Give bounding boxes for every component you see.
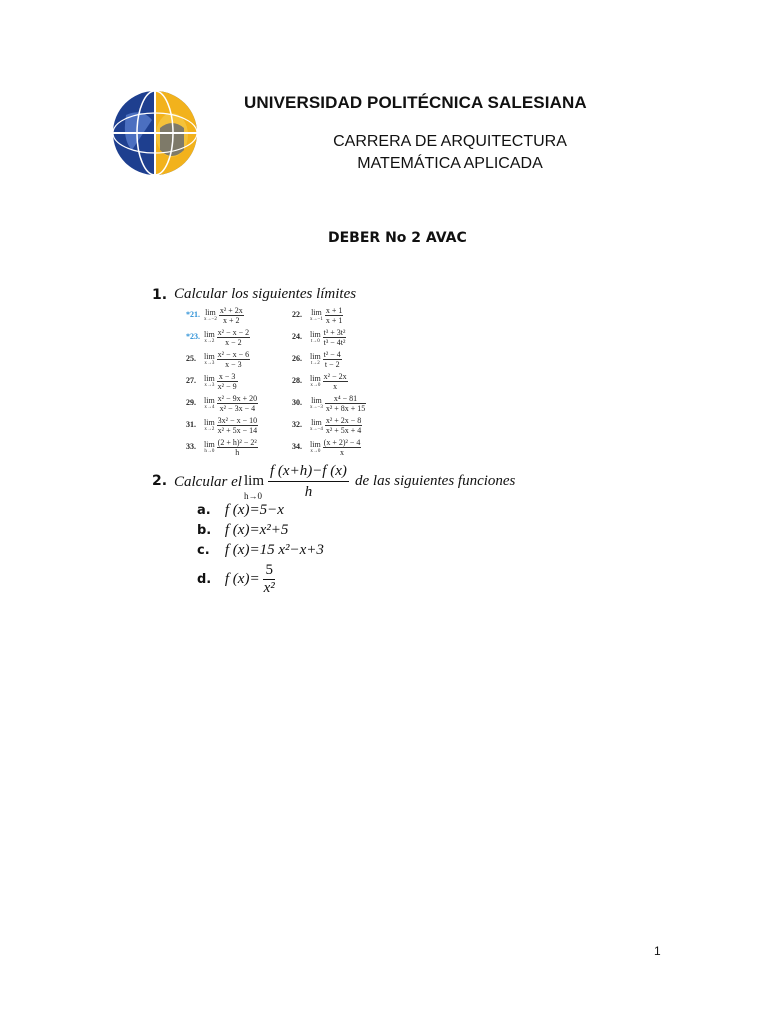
exercise-limit-subscript: x→0 xyxy=(310,382,321,388)
question-1 xyxy=(152,286,357,304)
exercise-fraction xyxy=(217,328,250,347)
exercise-limit-subscript: x→−1 xyxy=(310,316,323,322)
exercise-limit: lim t→0 xyxy=(310,329,321,344)
exercise-item xyxy=(292,350,342,369)
function-expression: f (x)=5−x xyxy=(224,502,284,518)
exercise-numerator: t² − 4 xyxy=(323,350,341,359)
assignment-title: DEBER No 2 AVAC xyxy=(328,230,467,246)
exercise-fraction xyxy=(325,394,366,413)
exercise-limit: lim x→−3 xyxy=(310,395,323,410)
exercise-limit: lim x→0 xyxy=(310,439,321,454)
exercise-fraction xyxy=(217,416,258,435)
exercise-denominator: x² + 8x + 15 xyxy=(325,404,366,413)
exercise-numerator: x − 3 xyxy=(217,372,238,382)
exercise-fraction xyxy=(323,328,347,347)
career-heading xyxy=(300,131,600,175)
function-item-d xyxy=(197,562,275,597)
exercise-denominator: x² − 9 xyxy=(217,382,237,391)
exercise-number: 31. xyxy=(186,420,196,430)
question-1-text: Calcular los siguientes límites xyxy=(174,286,357,302)
exercise-item xyxy=(186,306,244,325)
exercise-fraction xyxy=(217,438,258,457)
exercise-limit-subscript: x→3 xyxy=(204,360,215,366)
exercise-item xyxy=(186,372,238,391)
exercise-limit-subscript: x→0 xyxy=(310,448,321,454)
exercise-limit: lim h→0 xyxy=(204,439,215,454)
exercise-item xyxy=(186,350,250,369)
exercise-number: 32. xyxy=(292,420,302,430)
exercise-limit-subscript: x→−3 xyxy=(310,404,323,410)
limit-operator: lim xyxy=(244,473,265,489)
exercise-limit: lim x→−4 xyxy=(310,417,323,432)
exercise-fraction xyxy=(325,416,362,435)
exercise-denominator: x² − 3x − 4 xyxy=(219,404,256,413)
function-fraction-denominator: x² xyxy=(263,580,275,596)
university-name: UNIVERSIDAD POLITÉCNICA SALESIANA xyxy=(244,93,587,112)
career-name: CARRERA DE ARQUITECTURA xyxy=(333,133,567,150)
exercise-denominator: x + 2 xyxy=(223,316,240,325)
difference-quotient-denominator: h xyxy=(304,484,313,500)
exercise-number: *23. xyxy=(186,332,200,342)
function-expression-lhs: f (x)= xyxy=(224,571,260,587)
university-logo xyxy=(112,90,198,176)
exercise-limit-subscript: x→4 xyxy=(204,404,215,410)
exercise-numerator: 3x² − x − 10 xyxy=(217,416,258,425)
exercise-fraction xyxy=(323,372,348,391)
exercise-fraction xyxy=(323,438,362,457)
page-number: 1 xyxy=(654,944,661,958)
exercise-denominator: x² + 5x − 14 xyxy=(217,426,258,435)
function-label: d. xyxy=(197,572,212,587)
exercise-number: 34. xyxy=(292,442,302,452)
function-item-a xyxy=(197,501,284,519)
function-fraction xyxy=(263,562,275,597)
function-item-c xyxy=(197,541,324,559)
question-2-trail: de las siguientes funciones xyxy=(355,473,516,489)
exercise-item xyxy=(292,438,361,457)
exercise-limit: lim x→3 xyxy=(204,351,215,366)
exercise-numerator: (x + 2)² − 4 xyxy=(323,438,361,447)
exercise-limit-subscript: h→0 xyxy=(204,448,215,454)
exercises-grid xyxy=(186,306,386,462)
exercise-item xyxy=(186,438,258,457)
exercise-limit: lim x→2 xyxy=(204,329,215,344)
exercise-item xyxy=(186,394,258,413)
exercise-number: 30. xyxy=(292,398,302,408)
exercise-denominator: t − 2 xyxy=(324,360,340,369)
exercise-denominator: x² + 5x + 4 xyxy=(325,426,362,435)
exercise-numerator: x² + 2x − 8 xyxy=(325,416,362,425)
exercise-fraction xyxy=(217,350,250,369)
function-item-b xyxy=(197,521,288,539)
exercise-limit: lim x→4 xyxy=(204,395,215,410)
function-label: c. xyxy=(197,543,210,558)
question-2 xyxy=(152,472,242,490)
exercise-item xyxy=(292,306,343,325)
function-fraction-numerator: 5 xyxy=(265,562,273,578)
exercise-numerator: (2 + h)² − 2² xyxy=(217,438,257,447)
question-2-lead: Calcular el xyxy=(174,474,242,490)
exercise-denominator: x xyxy=(340,448,345,457)
exercise-limit: lim x→−2 xyxy=(204,307,217,322)
exercise-limit-subscript: t→0 xyxy=(310,338,320,344)
exercise-limit-subscript: t→2 xyxy=(310,360,320,366)
exercise-denominator: x − 3 xyxy=(225,360,242,369)
difference-quotient xyxy=(268,461,349,502)
exercise-numerator: x² − x − 2 xyxy=(217,328,250,337)
exercise-numerator: x² + 2x xyxy=(219,306,243,315)
exercise-limit: lim x→3 xyxy=(204,373,215,388)
difference-quotient-numerator: f (x+h)−f (x) xyxy=(268,461,349,482)
exercise-number: 28. xyxy=(292,376,302,386)
exercise-number: *21. xyxy=(186,310,200,320)
function-label: a. xyxy=(197,503,211,518)
question-1-number: 1. xyxy=(152,287,168,303)
exercise-denominator: h xyxy=(235,448,240,457)
exercise-fraction xyxy=(217,394,258,413)
exercise-denominator: x − 2 xyxy=(225,338,242,347)
exercise-item xyxy=(292,328,346,347)
exercise-limit-subscript: x→2 xyxy=(204,426,215,432)
exercise-number: 25. xyxy=(186,354,196,364)
exercise-number: 27. xyxy=(186,376,196,386)
exercise-numerator: x² − x − 6 xyxy=(217,350,250,359)
exercise-limit: lim x→−1 xyxy=(310,307,323,322)
exercise-fraction xyxy=(219,306,244,325)
question-2-number: 2. xyxy=(152,473,168,489)
exercise-number: 26. xyxy=(292,354,302,364)
exercise-numerator: x⁴ − 81 xyxy=(325,394,366,404)
exercise-item xyxy=(186,328,250,347)
exercise-fraction xyxy=(323,350,342,369)
exercise-numerator: x + 1 xyxy=(325,306,343,315)
exercise-number: 29. xyxy=(186,398,196,408)
function-expression: f (x)=x²+5 xyxy=(224,522,289,538)
exercise-numerator: t³ + 3t² xyxy=(323,328,346,337)
exercise-number: 33. xyxy=(186,442,196,452)
exercise-number: 22. xyxy=(292,310,302,320)
exercise-item xyxy=(292,372,348,391)
exercise-fraction xyxy=(217,372,238,391)
exercise-denominator: t³ − 4t² xyxy=(323,338,346,347)
exercise-item xyxy=(186,416,258,435)
subject-name: MATEMÁTICA APLICADA xyxy=(357,155,543,172)
exercise-limit-subscript: x→−4 xyxy=(310,426,323,432)
exercise-limit: lim x→0 xyxy=(310,373,321,388)
function-label: b. xyxy=(197,523,212,538)
exercise-limit: lim t→2 xyxy=(310,351,321,366)
exercise-limit-subscript: x→3 xyxy=(204,382,215,388)
exercise-item xyxy=(292,416,362,435)
exercise-item xyxy=(292,394,366,413)
exercise-limit-subscript: x→2 xyxy=(204,338,215,344)
exercise-numerator: x² − 2x xyxy=(323,372,347,381)
exercise-limit: lim x→2 xyxy=(204,417,215,432)
exercise-limit-subscript: x→−2 xyxy=(204,316,217,322)
exercise-number: 24. xyxy=(292,332,302,342)
exercise-denominator: x + 1 xyxy=(325,316,343,325)
exercise-numerator: x² − 9x + 20 xyxy=(217,394,258,403)
limit-subscript: h→0 xyxy=(244,491,262,501)
exercise-denominator: x xyxy=(333,382,338,391)
exercise-fraction xyxy=(325,306,344,325)
function-expression: f (x)=15 x²−x+3 xyxy=(224,542,324,558)
